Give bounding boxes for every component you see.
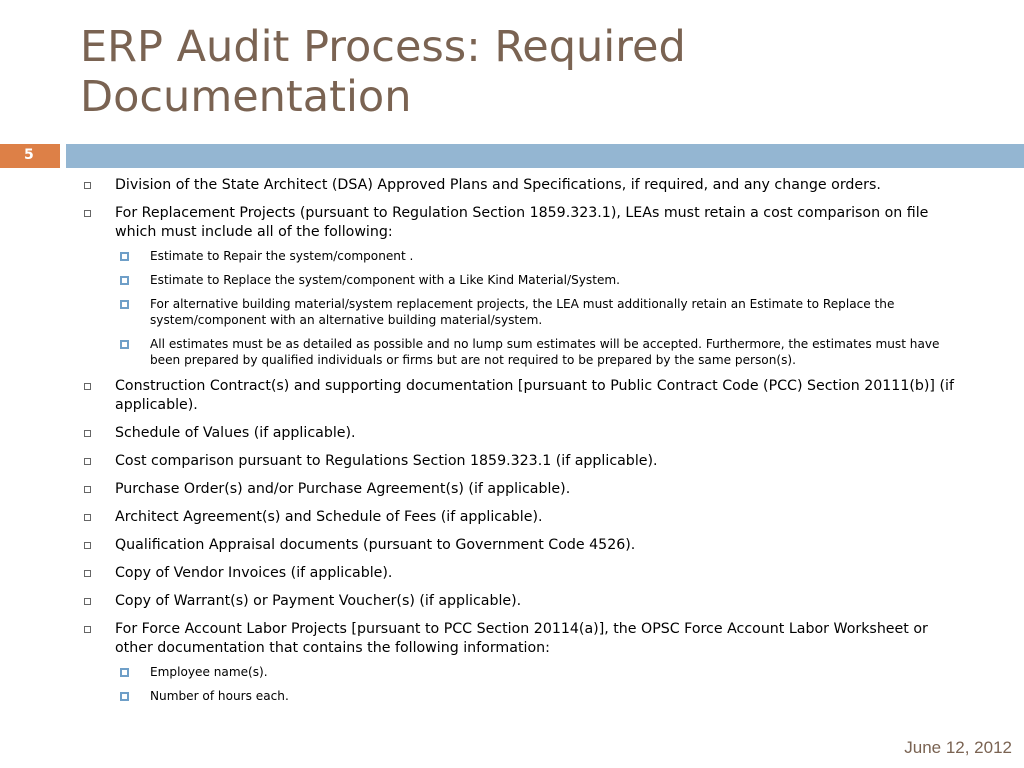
list-item-text: Copy of Warrant(s) or Payment Voucher(s) (if applicable). xyxy=(115,593,522,609)
sub-list-item xyxy=(115,664,964,680)
list-item xyxy=(84,480,964,499)
sub-list-item xyxy=(115,272,964,288)
square-bullet-icon xyxy=(84,458,91,465)
list-item xyxy=(84,377,964,415)
list-item-text: Qualification Appraisal documents (pursuant to Government Code 4526). xyxy=(115,537,636,553)
square-bullet-icon xyxy=(84,626,91,633)
list-item xyxy=(84,508,964,527)
sub-list xyxy=(115,664,964,704)
list-item-text: For Force Account Labor Projects [pursuant to PCC Section 20114(a)], the OPSC Force Account Labor Worksheet or other documentation that contains the following information: xyxy=(115,621,928,656)
sub-list-item xyxy=(115,336,964,368)
sub-list-item-text: All estimates must be as detailed as possible and no lump sum estimates will be accepted. Furthermore, the estimates must have been prepared by qualified individuals or firms but are not required to be prepared by the same person(s). xyxy=(150,337,940,367)
list-item xyxy=(84,452,964,471)
slide-number-badge: 5 xyxy=(0,144,60,168)
list-item xyxy=(84,424,964,443)
sub-list-item xyxy=(115,248,964,264)
square-bullet-icon xyxy=(84,383,91,390)
square-bullet-icon xyxy=(84,430,91,437)
square-bullet-icon xyxy=(84,542,91,549)
sub-list-item-text: Estimate to Repair the system/component . xyxy=(150,249,414,263)
list-item xyxy=(84,536,964,555)
list-item-text: Copy of Vendor Invoices (if applicable). xyxy=(115,565,393,581)
list-item-text: Schedule of Values (if applicable). xyxy=(115,425,356,441)
footer-date: June 12, 2012 xyxy=(904,738,1012,757)
documentation-list xyxy=(84,176,964,704)
sub-list xyxy=(115,248,964,368)
list-item-text: Architect Agreement(s) and Schedule of Fees (if applicable). xyxy=(115,509,543,525)
list-item xyxy=(84,620,964,704)
list-item-text: Construction Contract(s) and supporting documentation [pursuant to Public Contract Code (PCC) Section 20111(b)] (if applicable). xyxy=(115,378,954,413)
square-bullet-icon xyxy=(120,300,129,309)
list-item xyxy=(84,564,964,583)
square-bullet-icon xyxy=(84,514,91,521)
square-bullet-icon xyxy=(84,486,91,493)
square-bullet-icon xyxy=(120,252,129,261)
sub-list-item xyxy=(115,296,964,328)
list-item-text: Division of the State Architect (DSA) Approved Plans and Specifications, if required, and any change orders. xyxy=(115,177,881,193)
square-bullet-icon xyxy=(84,570,91,577)
list-item xyxy=(84,204,964,368)
square-bullet-icon xyxy=(120,692,129,701)
square-bullet-icon xyxy=(84,598,91,605)
slide-title: ERP Audit Process: Required Documentation xyxy=(80,22,686,122)
title-divider-bar xyxy=(66,144,1024,168)
sub-list-item-text: Number of hours each. xyxy=(150,689,289,703)
square-bullet-icon xyxy=(120,276,129,285)
list-item-text: For Replacement Projects (pursuant to Regulation Section 1859.323.1), LEAs must retain a cost comparison on file which must include all of the following: xyxy=(115,205,929,240)
square-bullet-icon xyxy=(120,340,129,349)
list-item xyxy=(84,592,964,611)
square-bullet-icon xyxy=(84,182,91,189)
sub-list-item-text: Employee name(s). xyxy=(150,665,268,679)
sub-list-item-text: For alternative building material/system replacement projects, the LEA must additionally retain an Estimate to Replace the system/component with an alternative building material/system. xyxy=(150,297,895,327)
sub-list-item-text: Estimate to Replace the system/component with a Like Kind Material/System. xyxy=(150,273,621,287)
square-bullet-icon xyxy=(84,210,91,217)
slide-content xyxy=(84,176,964,713)
square-bullet-icon xyxy=(120,668,129,677)
sub-list-item xyxy=(115,688,964,704)
list-item xyxy=(84,176,964,195)
list-item-text: Purchase Order(s) and/or Purchase Agreement(s) (if applicable). xyxy=(115,481,571,497)
list-item-text: Cost comparison pursuant to Regulations Section 1859.323.1 (if applicable). xyxy=(115,453,658,469)
